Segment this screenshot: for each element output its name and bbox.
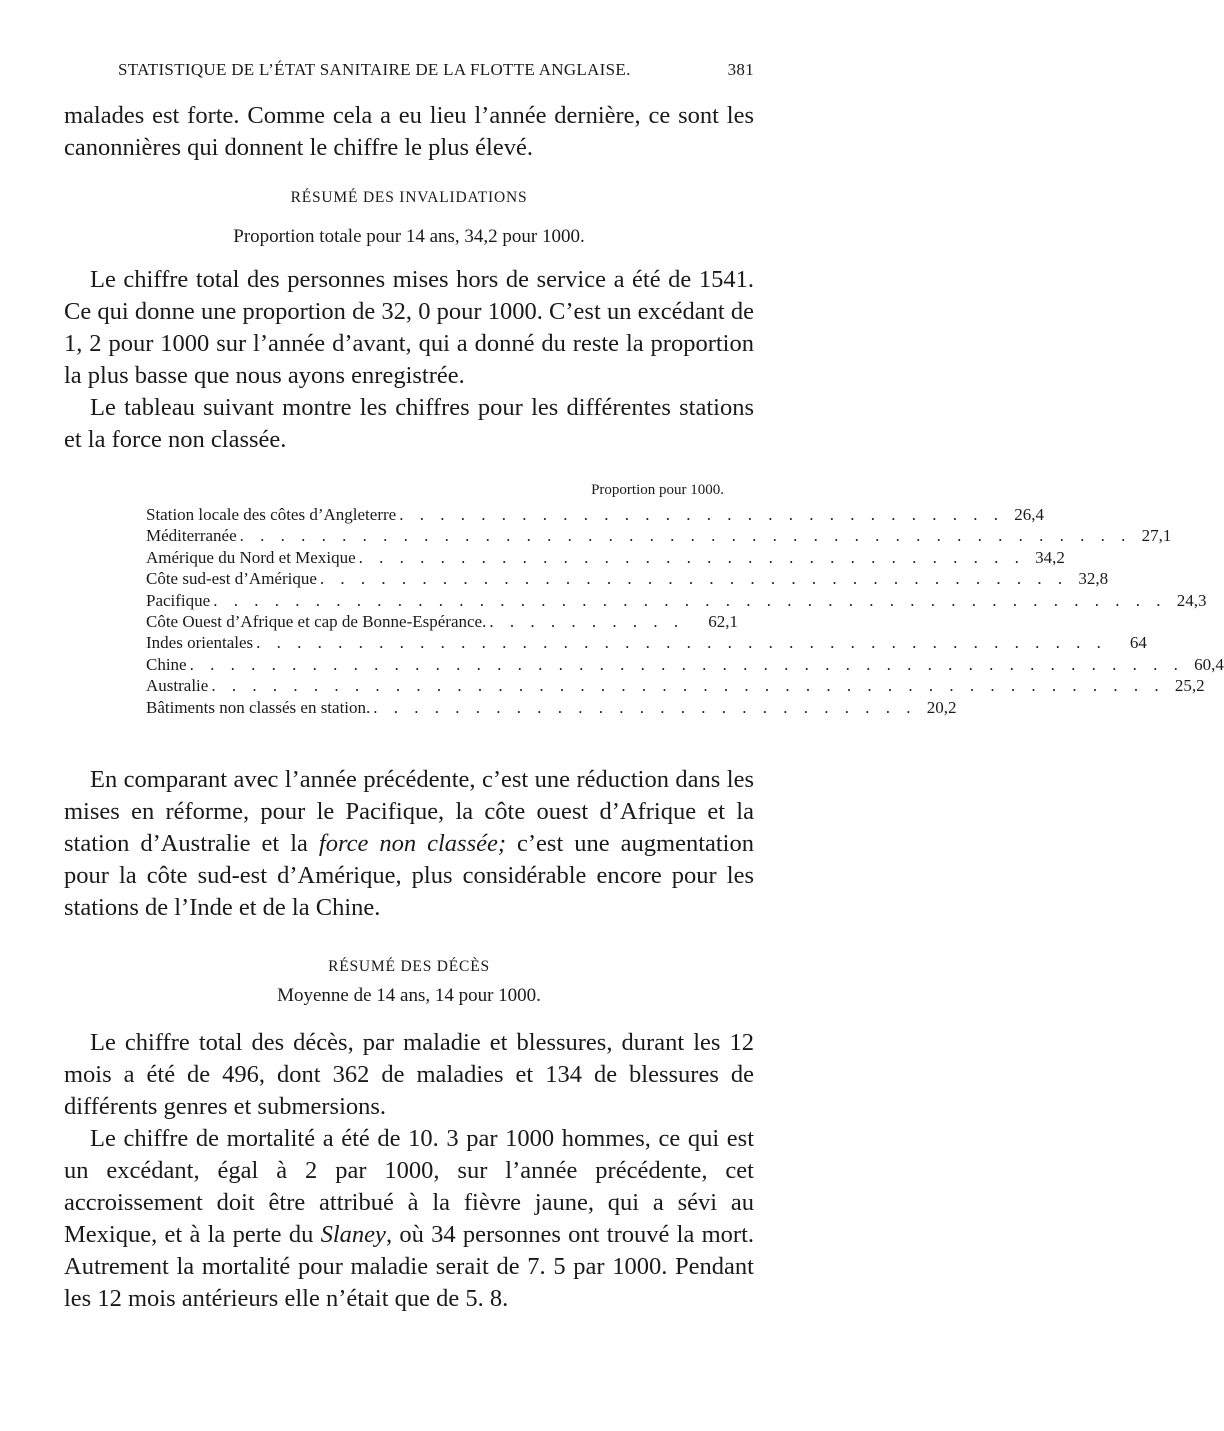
- station-name: Indes orientales: [146, 633, 254, 653]
- invalidations-subheading: Proportion totale pour 14 ans, 34,2 pour 1000.: [233, 226, 585, 247]
- dot-leader: . . . . . . . . . . . . . . . . . . . . . . . . . . . . . . . . .: [358, 547, 1025, 567]
- invalidations-section: [64, 189, 754, 207]
- deces-text-start: Le chiffre de mortalité a été de 10. 3 par 1000 hommes, ce qui est un excédant, égal à 2 par 1000, sur l’année précédente, cet accroissement doit être attribué à la fièvre jaune, qui a sévi au Mexique, et à la perte du: [64, 1125, 754, 1248]
- station-proportion: 26,4: [1014, 505, 1044, 524]
- deces-section: [64, 958, 754, 976]
- dot-leader: . . . . . . . . . . . . . . . . . . . . . . . . . . . . . . . . . . . . . . . . . . . .: [239, 526, 1132, 546]
- station-proportion: 60,4: [1194, 654, 1224, 674]
- deces-text: [64, 1027, 754, 1315]
- invalidations-heading: RÉSUMÉ DES INVALIDATIONS: [290, 189, 528, 206]
- table-row: [146, 504, 1044, 525]
- dot-leader: . . . . . . . . . . . . . . . . . . . . . . . . . . . . . . . . . . . . . . . . . . . . . . .: [211, 676, 1165, 696]
- comparison-text-end: c’est une augmentation pour la côte sud-est d’Amérique, plus considérable encore pour les stations de l’Inde et de la Chine.: [64, 830, 754, 921]
- station-name: Bâtiments non classés en station.: [146, 697, 371, 717]
- dot-leader: . . . . . . . . . . . . . . . . . . . . . . . . . . . . . . . . . . . . . . . . . . . . . . .: [213, 590, 1167, 610]
- table-row: [146, 697, 957, 718]
- table-row: [146, 568, 1109, 589]
- deces-text-end: , où 34 personnes ont trouvé la mort. Autrement la mortalité pour maladie serait de 7. 5 par 1000. Pendant les 12 mois antérieurs elle n’était que de 5. 8.: [64, 1221, 754, 1312]
- station-name: Côte Ouest d’Afrique et cap de Bonne-Espérance.: [146, 611, 487, 631]
- table-row: [146, 611, 738, 632]
- station-proportion: 25,2: [1174, 676, 1205, 696]
- comparison-paragraph: [64, 764, 754, 924]
- running-head: [64, 60, 754, 80]
- table-row: [146, 675, 1205, 696]
- station-proportion: 20,2: [926, 697, 957, 717]
- dot-leader: . . . . . . . . . . . . . . . . . . . . . . . . . . .: [373, 697, 917, 717]
- station-name: Amérique du Nord et Mexique: [146, 547, 356, 567]
- station-proportion: 34,2: [1035, 547, 1065, 567]
- deces-paragraph-1: Le chiffre total des décès, par maladie et blessures, durant les 12 mois a été de 496, dont 362 de maladies et 134 de blessures de différents genres et submersions.: [64, 1029, 754, 1120]
- station-name: Méditerranée: [146, 526, 237, 546]
- dot-leader: . . . . . . . . . .: [489, 611, 685, 631]
- dot-leader: . . . . . . . . . . . . . . . . . . . . . . . . . . . . . . . . . . . . .: [319, 569, 1069, 589]
- station-name: Pacifique: [146, 590, 211, 610]
- invalidations-text: [64, 264, 754, 456]
- station-name: Côte sud-est d’Amérique: [146, 569, 317, 589]
- dot-leader: . . . . . . . . . . . . . . . . . . . . . . . . . . . . . . . . . . . . . . . . . .: [256, 633, 1107, 653]
- table-row: [146, 632, 1147, 653]
- intro-block: [64, 100, 754, 164]
- station-proportion: 32,8: [1078, 569, 1109, 589]
- deces-subheading: Moyenne de 14 ans, 14 pour 1000.: [277, 985, 541, 1006]
- running-title: STATISTIQUE DE L’ÉTAT SANITAIRE DE LA FLOTTE ANGLAISE.: [118, 60, 631, 79]
- invalidations-paragraph-2: Le tableau suivant montre les chiffres pour les différentes stations et la force non classée.: [64, 394, 754, 453]
- table-column-header: Proportion pour 1000.: [591, 482, 724, 498]
- comparison-italic: force non classée;: [318, 830, 507, 857]
- ship-name: Slaney: [320, 1221, 386, 1248]
- stations-table: [146, 504, 1224, 718]
- comparison-text: [64, 764, 754, 924]
- station-proportion: 27,1: [1141, 526, 1172, 546]
- table-row: [146, 590, 1207, 611]
- dot-leader: . . . . . . . . . . . . . . . . . . . . . . . . . . . . . . . . . . . . . . . . . . . . . . . . .: [189, 654, 1184, 674]
- station-name: Station locale des côtes d’Angleterre: [146, 505, 397, 524]
- station-proportion: 64: [1129, 633, 1147, 653]
- station-name: Chine: [146, 654, 187, 674]
- station-proportion: 62,1: [708, 611, 738, 631]
- deces-heading: RÉSUMÉ DES DÉCÈS: [328, 958, 490, 975]
- invalidations-paragraph-1: Le chiffre total des personnes mises hors de service a été de 1541. Ce qui donne une proportion de 32, 0 pour 1000. C’est un excédant de 1, 2 pour 1000 sur l’année d’avant, qui a donné du reste la proportion la plus basse que nous ayons enregistrée.: [64, 266, 754, 389]
- station-name: Australie: [146, 676, 209, 696]
- table-row: [146, 547, 1065, 568]
- table-row: [146, 654, 1224, 675]
- page-number: 381: [727, 60, 754, 79]
- deces-paragraph-2: [64, 1123, 754, 1315]
- station-proportion: 24,3: [1176, 590, 1207, 610]
- comparison-text-start: En comparant avec l’année précédente, c’est une réduction dans les mises en réforme, pour le Pacifique, la côte ouest d’Afrique et la station d’Australie et la: [64, 766, 754, 857]
- dot-leader: . . . . . . . . . . . . . . . . . . . . . . . . . . . . . .: [399, 505, 1004, 524]
- intro-paragraph: malades est forte. Comme cela a eu lieu l’année dernière, ce sont les canonnières qui donnent le chiffre le plus élevé.: [64, 102, 754, 161]
- table-row: [146, 525, 1172, 546]
